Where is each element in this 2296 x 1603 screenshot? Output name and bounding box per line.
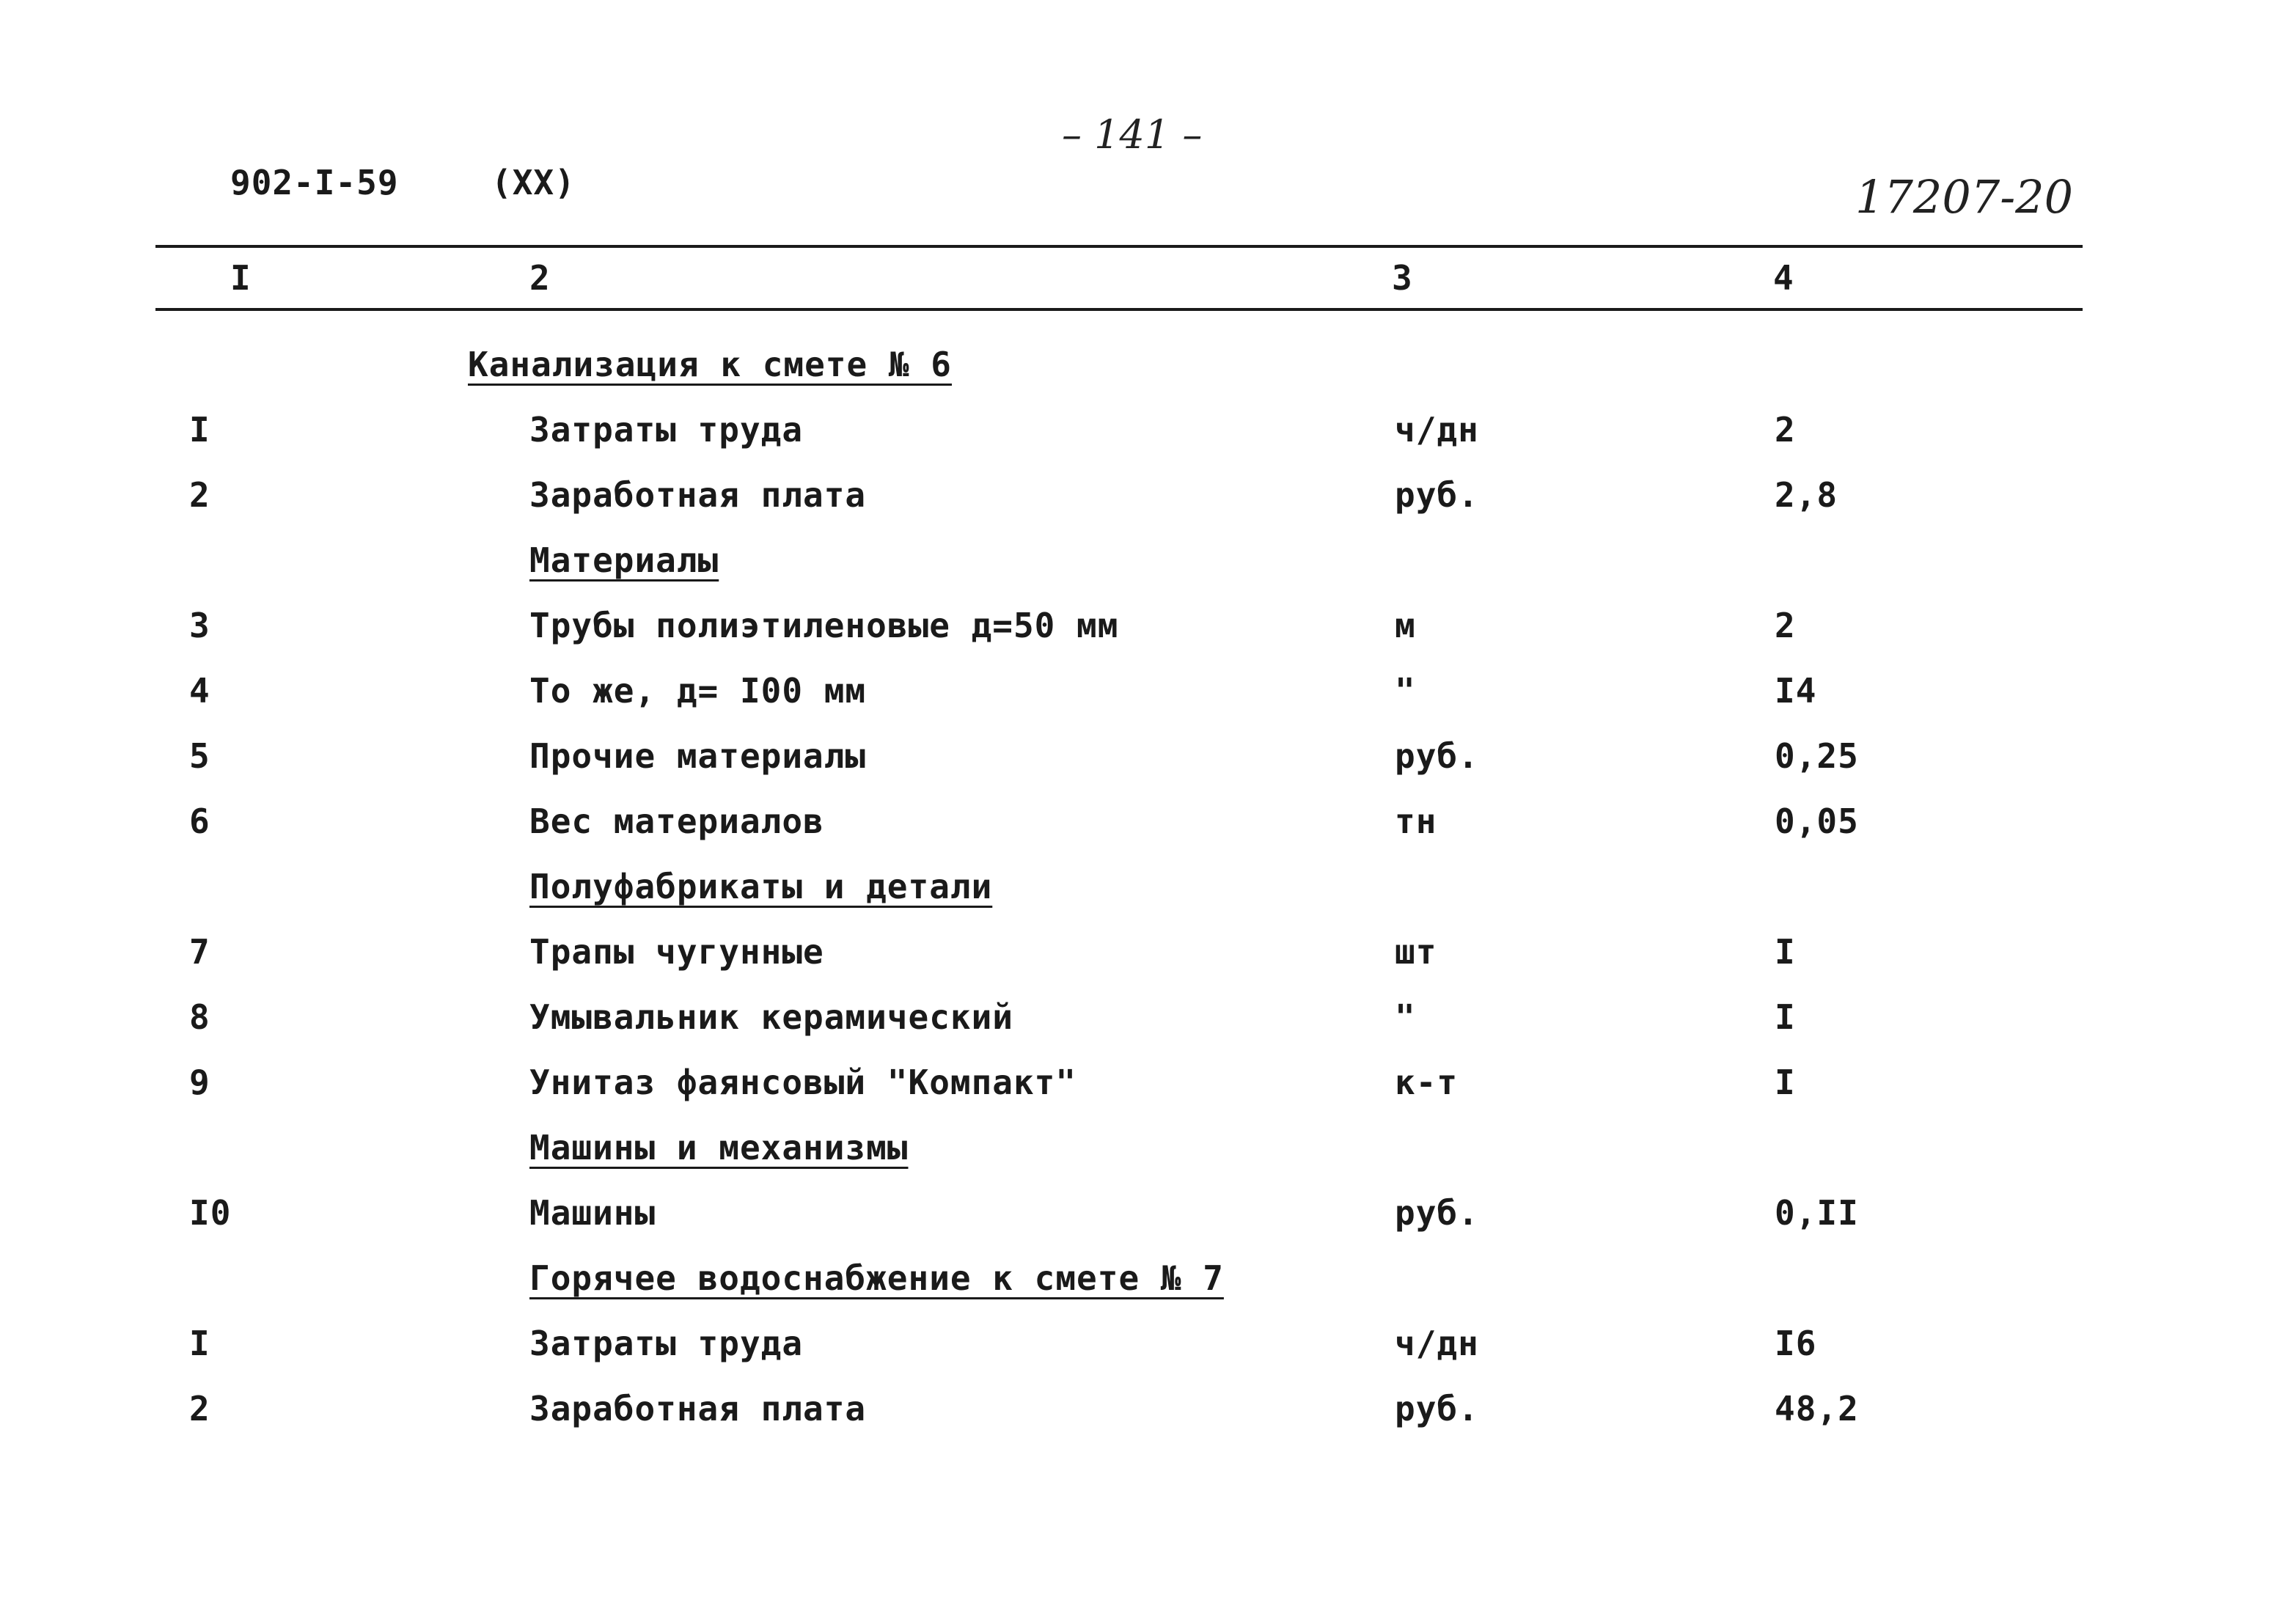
row-quantity: 2: [1775, 606, 1796, 645]
row-quantity: 2,8: [1775, 475, 1838, 515]
document-section: (XX): [491, 163, 576, 202]
column-header-name: 2: [529, 258, 551, 298]
row-number: 2: [189, 475, 210, 515]
row-quantity: 48,2: [1775, 1389, 1859, 1428]
row-quantity: I4: [1775, 671, 1817, 711]
row-number: I: [189, 410, 210, 450]
row-unit: руб.: [1395, 736, 1479, 776]
row-unit: ч/дн: [1395, 410, 1479, 450]
row-unit: тн: [1395, 802, 1437, 841]
row-quantity: I: [1775, 932, 1796, 972]
row-unit: ": [1395, 997, 1416, 1037]
row-quantity: I6: [1775, 1324, 1817, 1363]
row-number: 7: [189, 932, 210, 972]
row-number: 9: [189, 1063, 210, 1102]
row-name: То же, д= I00 мм: [529, 671, 867, 711]
row-number: 5: [189, 736, 210, 776]
row-name: Вес материалов: [529, 802, 824, 841]
row-name: Затраты труда: [529, 1324, 804, 1363]
row-quantity: 2: [1775, 410, 1796, 450]
row-quantity: 0,II: [1775, 1193, 1859, 1233]
row-unit: шт: [1395, 932, 1437, 972]
row-quantity: I: [1775, 997, 1796, 1037]
row-number: 2: [189, 1389, 210, 1428]
section-heading: Материалы: [529, 540, 719, 580]
row-quantity: I: [1775, 1063, 1796, 1102]
row-unit: ": [1395, 671, 1416, 711]
column-header-number: I: [230, 258, 252, 298]
row-quantity: 0,25: [1775, 736, 1859, 776]
row-name: Заработная плата: [529, 1389, 867, 1428]
row-name: Унитаз фаянсовый "Компакт": [529, 1063, 1077, 1102]
table-top-rule: [155, 245, 2083, 248]
row-number: 4: [189, 671, 210, 711]
row-name: Трапы чугунные: [529, 932, 824, 972]
row-unit: м: [1395, 606, 1416, 645]
row-name: Трубы полиэтиленовые д=50 мм: [529, 606, 1119, 645]
row-name: Прочие материалы: [529, 736, 867, 776]
document-code: 902-I-59: [230, 163, 399, 202]
row-name: Заработная плата: [529, 475, 867, 515]
column-header-unit: 3: [1392, 258, 1413, 298]
row-number: I0: [189, 1193, 232, 1233]
section-heading: Полуфабрикаты и детали: [529, 867, 993, 906]
section-heading: Канализация к смете № 6: [468, 345, 952, 384]
row-number: 6: [189, 802, 210, 841]
row-number: I: [189, 1324, 210, 1363]
table-header-rule: [155, 308, 2083, 311]
page-number: – 141 –: [1062, 111, 1203, 158]
section-heading: Машины и механизмы: [529, 1128, 909, 1167]
row-quantity: 0,05: [1775, 802, 1859, 841]
row-unit: руб.: [1395, 1389, 1479, 1428]
row-unit: к-т: [1395, 1063, 1459, 1102]
row-name: Машины: [529, 1193, 656, 1233]
column-header-quantity: 4: [1773, 258, 1794, 298]
row-unit: ч/дн: [1395, 1324, 1479, 1363]
row-number: 8: [189, 997, 210, 1037]
archive-number: 17207-20: [1855, 170, 2074, 224]
row-unit: руб.: [1395, 1193, 1479, 1233]
row-unit: руб.: [1395, 475, 1479, 515]
row-number: 3: [189, 606, 210, 645]
row-name: Затраты труда: [529, 410, 804, 450]
row-name: Умывальник керамический: [529, 997, 1013, 1037]
section-heading: Горячее водоснабжение к смете № 7: [529, 1258, 1224, 1298]
